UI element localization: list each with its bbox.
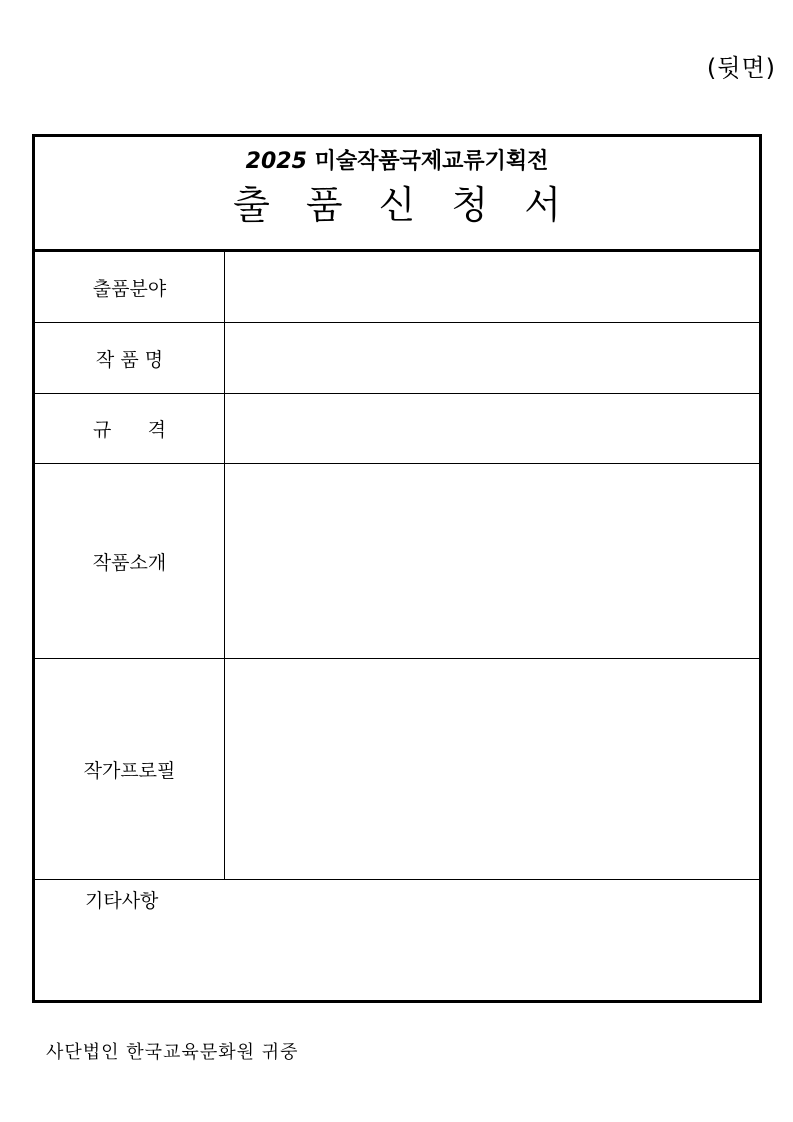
field-input-misc[interactable] [35, 910, 759, 1000]
application-form [32, 134, 762, 1003]
field-input-category[interactable] [225, 252, 759, 322]
footer-recipient: 사단법인 한국교육문화원 귀중 [46, 1042, 299, 1063]
field-label-profile: 작가프로필 [35, 659, 225, 879]
field-input-description[interactable] [225, 464, 759, 658]
row-title [35, 323, 759, 394]
field-input-size[interactable] [225, 394, 759, 463]
form-subtitle [35, 147, 759, 177]
row-description [35, 464, 759, 659]
row-profile [35, 659, 759, 880]
field-input-profile[interactable] [225, 659, 759, 879]
row-field [35, 252, 759, 323]
field-input-title[interactable] [225, 323, 759, 393]
exhibition-year: 2025 [245, 149, 307, 174]
field-label-category: 출품분야 [35, 252, 225, 322]
form-title: 출 품 신 청 서 [233, 183, 573, 227]
row-misc [35, 880, 759, 1000]
field-label-title: 작 품 명 [35, 323, 225, 393]
field-label-size: 규 격 [35, 394, 225, 463]
page-side-indicator: (뒷면) [706, 54, 776, 82]
row-size [35, 394, 759, 464]
field-label-description: 작품소개 [35, 464, 225, 658]
form-title-area [35, 137, 759, 252]
exhibition-name: 미술작품국제교류기획전 [314, 149, 549, 174]
field-label-misc: 기타사항 [85, 890, 159, 912]
